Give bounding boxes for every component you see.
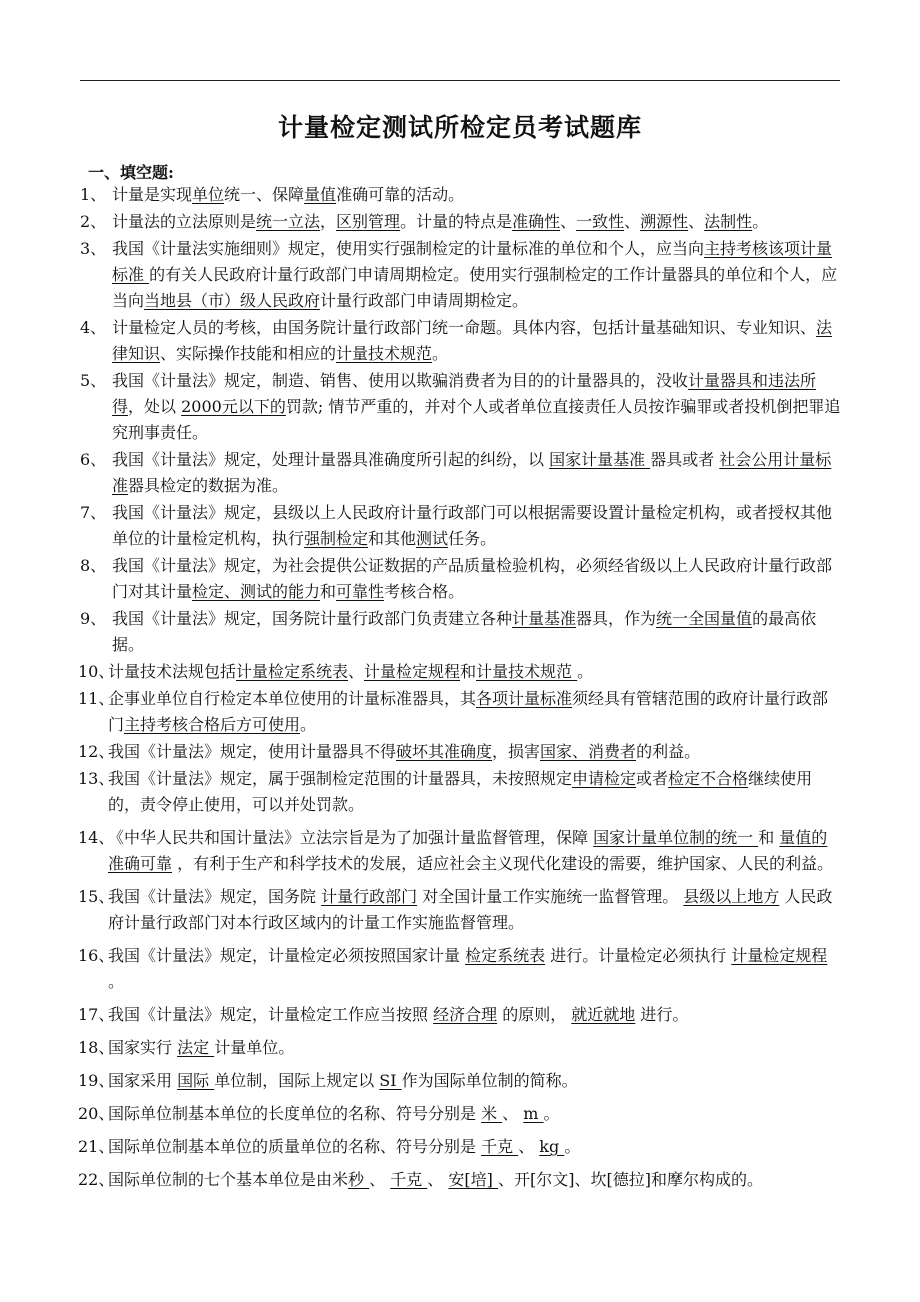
question-text [108,943,842,995]
question-text [108,1002,842,1028]
question-text-segment: 、 [348,662,365,681]
question-text [112,368,842,446]
question-text-segment: 须经具有管辖范围的政府计量行政部门 [108,689,829,734]
page-title: 计量检定测试所检定员考试题库 [277,113,642,142]
question-item [80,943,842,995]
question-text-segment: 、实际操作技能和相应的 [160,344,337,363]
question-text [112,236,842,314]
question-item [80,884,842,936]
question-number: 2、 [80,212,107,231]
question-text [112,209,842,235]
question-item [80,236,842,314]
question-text-segment: 我国《计量法实施细则》规定，使用实行强制检定的计量标准的单位和个人，应当向 [112,239,705,258]
question-text [108,1101,842,1127]
question-text-segment: 计量检定人员的考核，由国务院计量行政部门统一命题。具体内容，包括计量基础知识、专业知识、 [112,318,817,337]
question-text-segment: 、开[尔文]、坎[德拉]和摩尔构成的。 [497,1170,763,1189]
answer-blank: 各项计量标准 [476,689,573,708]
question-text [108,1035,842,1061]
question-text-segment: 我国《计量法》规定，县级以上人民政府计量行政部门可以根据需要设置计量检定机构，或者授权其他单位的计量检定机构，执行 [112,503,833,548]
question-item [80,1068,842,1094]
question-text-segment: 、 [518,1137,540,1156]
question-item [80,315,842,367]
question-text-segment: 的最高依据。 [112,609,817,654]
answer-blank: 计量检定规程 [731,946,828,965]
question-text-segment: 的有关人民政府计量行政部门申请周期检定。使用实行强制检定的工作计量器具的单位和个人，应当向 [112,265,838,310]
question-text-segment: 人民政府计量行政部门对本行政区域内的计量工作实施监督管理。 [108,887,833,932]
question-item [80,739,842,765]
answer-blank: 计量器具和违法所得 [112,371,817,416]
answer-blank: 检定系统表 [465,946,546,965]
question-text-segment: 我国《计量法》规定，使用计量器具不得 [108,742,397,761]
question-item [80,500,842,552]
question-text-segment: 计量技术法规包括 [108,662,237,681]
question-number: 16、 [78,946,115,965]
question-number: 3、 [80,239,107,258]
question-text-segment: 我国《计量法》规定，处理计量器具准确度所引起的纠纷，以 [112,450,550,469]
question-text-segment: 或者 [636,769,669,788]
question-text-segment: 继续使用的，责令停止使用，可以并处罚款。 [108,769,813,814]
question-text-segment: 器具检定的数据为准。 [128,476,289,495]
question-number: 10、 [78,662,115,681]
question-text-segment: 国家实行 [108,1038,178,1057]
answer-blank: 检定不合格 [668,769,749,788]
question-text-segment: 国家采用 [108,1071,178,1090]
answer-blank: 统一全国量值 [656,609,753,628]
answer-blank: 县级以上地方 [683,887,780,906]
question-text-segment: 计量法的立法原则是 [112,212,257,231]
question-number: 22、 [78,1170,115,1189]
question-number: 11、 [78,689,115,708]
question-item [80,825,842,877]
question-number: 8、 [80,556,107,575]
question-text-segment: 、 [624,212,641,231]
question-text-segment: 计量行政部门申请周期检定。 [320,291,529,310]
answer-blank: 统一立法 [256,212,321,231]
question-number: 19、 [78,1071,115,1090]
answer-blank: 计量基准 [512,609,577,628]
question-text-segment: 罚款; 情节严重的，并对个人或者单位直接责任人员按诈骗罪或者投机倒把罪追究刑事责任。 [112,397,841,442]
question-text-segment: 。 [543,1104,560,1123]
answer-blank: 秒 [348,1170,370,1189]
answer-blank: 国家计量单位制的统一 [593,828,759,847]
question-text [112,553,842,605]
question-text-segment: 和 [460,662,477,681]
answer-blank: 主持考核合格后方可使用 [124,715,301,734]
answer-blank: 当地县（市）级人民政府 [144,291,321,310]
question-text-segment: ，损害 [492,742,541,761]
question-text-segment: 我国《计量法》规定，计量检定工作应当按照 [108,1005,434,1024]
question-text-segment: 。 [432,344,449,363]
answer-blank: 主持考核该项计量标准 [112,239,833,284]
question-text [108,1134,842,1160]
question-text-segment: 我国《计量法》规定，为社会提供公证数据的产品质量检验机构，必须经省级以上人民政府计量行政部门对其计量 [112,556,833,601]
question-text-segment: 的利益。 [636,742,701,761]
answer-blank: 社会公用计量标准 [112,450,832,495]
question-number: 5、 [80,371,107,390]
question-text [112,182,842,208]
question-item [80,1101,842,1127]
question-text-segment: 器具或者 [650,450,720,469]
question-text-segment: 。 [752,212,769,231]
question-text [108,686,842,738]
answer-blank: 计量检定系统表 [236,662,349,681]
answer-blank: 溯源性 [640,212,689,231]
question-text-segment: 企事业单位自行检定本单位使用的计量标准器具，其 [108,689,477,708]
question-text [108,739,842,765]
question-text-segment: 任务。 [448,529,497,548]
question-text-segment: 单位制，国际上规定以 [214,1071,380,1090]
header-rule [80,80,840,81]
question-text-segment: 进行。 [635,1005,689,1024]
answer-blank: 检定、测试的能力 [192,582,321,601]
question-text-segment: 《中华人民共和国计量法》立法宗旨是为了加强计量监督管理，保障 [108,828,594,847]
answer-blank: 2000元以下的 [181,397,286,416]
answer-blank: 米 [481,1104,503,1123]
answer-blank: 国家、消费者 [540,742,637,761]
question-text [112,500,842,552]
question-number: 17、 [78,1005,115,1024]
question-text [108,1167,842,1193]
question-text-segment: 器具，作为 [576,609,657,628]
question-text-segment: 对全国计量工作实施统一监督管理。 [417,887,684,906]
question-text-segment: 计量是实现 [112,185,193,204]
answer-blank: 安[培] [448,1170,498,1189]
answer-blank: kg [539,1137,565,1156]
question-item [80,447,842,499]
answer-blank: 可靠性 [336,582,385,601]
question-number: 1、 [80,185,107,204]
question-text-segment: 、 [502,1104,524,1123]
question-item [80,659,842,685]
answer-blank: 强制检定 [304,529,369,548]
question-text-segment: 考核合格。 [384,582,465,601]
question-text [108,659,842,685]
question-text-segment: 。计量的特点是 [400,212,513,231]
question-number: 15、 [78,887,115,906]
question-text-segment: 进行。计量检定必须执行 [545,946,732,965]
answer-blank: 国际 [177,1071,215,1090]
question-number: 4、 [80,318,107,337]
question-list [80,182,842,1194]
question-text [112,315,842,367]
question-text [108,825,842,877]
question-text-segment: 我国《计量法》规定，制造、销售、使用以欺骗消费者为目的的计量器具的，没收 [112,371,689,390]
question-text-segment: 国际单位制基本单位的质量单位的名称、符号分别是 [108,1137,482,1156]
answer-blank: 一致性 [576,212,625,231]
question-text-segment: 国际单位制基本单位的长度单位的名称、符号分别是 [108,1104,482,1123]
answer-blank: 千克 [481,1137,519,1156]
answer-blank: 法律知识 [112,318,833,363]
question-text-segment: 和其他 [368,529,417,548]
question-text-segment: 。 [300,715,317,734]
question-text-segment: ， [320,212,337,231]
question-text-segment: 。 [564,1137,581,1156]
question-text-segment: 我国《计量法》规定，计量检定必须按照国家计量 [108,946,466,965]
answer-blank: 经济合理 [433,1005,498,1024]
answer-blank: 就近就地 [571,1005,636,1024]
answer-blank: 量值的准确可靠 [108,828,828,873]
answer-blank: 破坏其准确度 [396,742,493,761]
answer-blank: 计量行政部门 [321,887,418,906]
section-heading: 一、填空题: [88,163,174,182]
answer-blank: 千克 [390,1170,428,1189]
question-text-segment: 、 [369,1170,391,1189]
question-text-segment: 我国《计量法》规定，属于强制检定范围的计量器具，未按照规定 [108,769,573,788]
question-text-segment: 国际单位制的七个基本单位是由米 [108,1170,349,1189]
question-text-segment: 、 [688,212,705,231]
question-item [80,553,842,605]
question-text [112,606,842,658]
question-text-segment: ，处以 [128,397,182,416]
answer-blank: 测试 [416,529,449,548]
question-text-segment: 计量单位。 [214,1038,295,1057]
question-number: 6、 [80,450,107,469]
answer-blank: 区别管理 [336,212,401,231]
question-item [80,1167,842,1193]
question-text-segment: 作为国际单位制的简称。 [401,1071,578,1090]
question-number: 14、 [78,828,115,847]
question-number: 18、 [78,1038,115,1057]
question-item [80,1002,842,1028]
question-text-segment: 。 [577,662,594,681]
answer-blank: 法定 [177,1038,215,1057]
answer-blank: 计量技术规范 [476,662,578,681]
question-text-segment: 的原则， [497,1005,572,1024]
question-text-segment: 准确可靠的活动。 [336,185,465,204]
answer-blank: 计量技术规范 [336,344,433,363]
question-text-segment: 统一、保障 [224,185,305,204]
question-number: 21、 [78,1137,115,1156]
answer-blank: m [523,1104,544,1123]
question-item [80,368,842,446]
answer-blank: SI [379,1071,402,1090]
question-number: 12、 [78,742,115,761]
question-item [80,1035,842,1061]
answer-blank: 量值 [304,185,337,204]
question-text-segment: 我国《计量法》规定，国务院计量行政部门负责建立各种 [112,609,513,628]
question-item [80,209,842,235]
question-number: 13、 [78,769,115,788]
question-item [80,766,842,818]
question-text-segment: 和 [320,582,337,601]
answer-blank: 国家计量基准 [549,450,651,469]
question-text-segment: 、 [560,212,577,231]
question-number: 7、 [80,503,107,522]
answer-blank: 计量检定规程 [364,662,461,681]
question-text-segment: 。 [108,972,125,991]
question-text [108,1068,842,1094]
question-item [80,606,842,658]
answer-blank: 申请检定 [572,769,637,788]
question-text [112,447,842,499]
question-text [108,766,842,818]
answer-blank: 法制性 [704,212,753,231]
answer-blank: 准确性 [512,212,561,231]
answer-blank: 单位 [192,185,225,204]
question-number: 9、 [80,609,107,628]
question-item [80,1134,842,1160]
question-item [80,182,842,208]
question-text-segment: ，有利于生产和科学技术的发展，适应社会主义现代化建设的需要，维护国家、人民的利益。 [172,854,834,873]
question-item [80,686,842,738]
question-text-segment: 、 [427,1170,449,1189]
question-number: 20、 [78,1104,115,1123]
question-text-segment: 我国《计量法》规定，国务院 [108,887,322,906]
question-text-segment: 和 [758,828,780,847]
question-text [108,884,842,936]
